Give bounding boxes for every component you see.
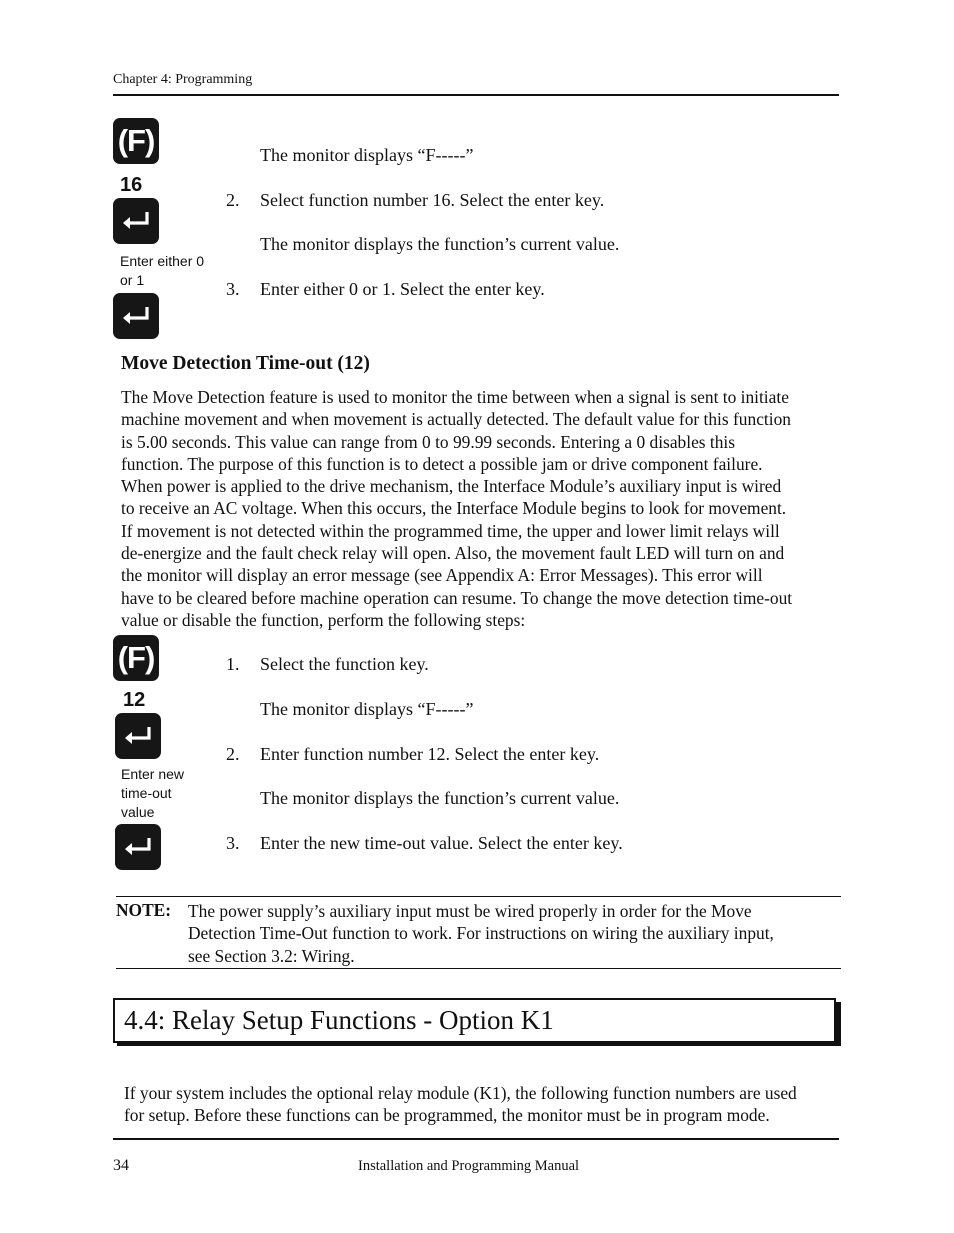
step-text: Enter the new time-out value. Select the enter key.	[260, 833, 623, 853]
header-rule	[113, 94, 839, 96]
step-number: 3.	[226, 279, 240, 299]
note-bottom-rule	[116, 968, 841, 969]
note-label: NOTE:	[116, 900, 172, 920]
enter-key-icon	[115, 824, 161, 870]
step-number: 1.	[226, 654, 240, 674]
relay-intro-paragraph: If your system includes the optional relay module (K1), the following function numbers are used for setup. Before these functions can be programmed, the monitor must be in program mode.	[124, 1083, 797, 1126]
footer-rule	[113, 1138, 839, 1140]
enter-new-value-label: Enter new time-out value	[121, 766, 185, 820]
function-key-icon: (F)	[113, 635, 159, 681]
enter-key-icon	[113, 293, 159, 339]
running-header: Chapter 4: Programming	[113, 72, 253, 87]
step-text: Select function number 16. Select the enter key.	[260, 190, 605, 210]
move-detection-paragraph: The Move Detection feature is used to monitor the time between when a signal is sent to initiate machine movement and when movement is actually detected. The default value for this function is 5.00 seconds. This value can range from 0 to 99.99 seconds. Entering a 0 disables this function. The purpose of this function is to detect a possible jam or drive component failure. When power is applied to the drive mechanism, the Interface Module’s auxiliary input is wired to receive an AC voltage. When this occurs, the Interface Module begins to look for movement. If movement is not detected within the programmed time, the upper and lower limit relays will de-energize and the fault check relay will open. Also, the movement fault LED will turn on and the monitor will display an error message (see Appendix A: Error Messages). This error will have to be cleared before machine operation can resume. To change the move detection time-out value or disable the function, perform the following steps:	[121, 387, 793, 630]
note-top-rule	[116, 896, 841, 897]
function-key-icon: (F)	[113, 118, 159, 164]
step-text: Enter function number 12. Select the enter key.	[260, 744, 600, 764]
step-text: The monitor displays “F-----”	[260, 699, 474, 719]
step-number: 2.	[226, 744, 240, 764]
enter-key-icon	[115, 713, 161, 759]
step-text: Select the function key.	[260, 654, 429, 674]
enter-either-label: Enter either 0 or 1	[120, 253, 205, 288]
step-text: Enter either 0 or 1. Select the enter key.	[260, 279, 545, 299]
function-number-16: 16	[120, 174, 143, 196]
step-number: 2.	[226, 190, 240, 210]
move-detection-heading: Move Detection Time-out (12)	[121, 353, 370, 374]
manual-title: Installation and Programming Manual	[358, 1158, 580, 1174]
step-text: The monitor displays the function’s current value.	[260, 788, 620, 808]
step-number: 3.	[226, 833, 240, 853]
section-title: 4.4: Relay Setup Functions - Option K1	[124, 1005, 554, 1035]
function-number-12: 12	[123, 689, 146, 711]
note-text: The power supply’s auxiliary input must be wired properly in order for the Move Detection Time-Out function to work. For instructions on wiring the auxiliary input, see Section 3.2: Wiring.	[188, 901, 774, 966]
enter-key-icon	[113, 198, 159, 244]
step-text: The monitor displays “F-----”	[260, 145, 474, 165]
step-text: The monitor displays the function’s current value.	[260, 234, 620, 254]
page-number: 34	[113, 1157, 129, 1174]
